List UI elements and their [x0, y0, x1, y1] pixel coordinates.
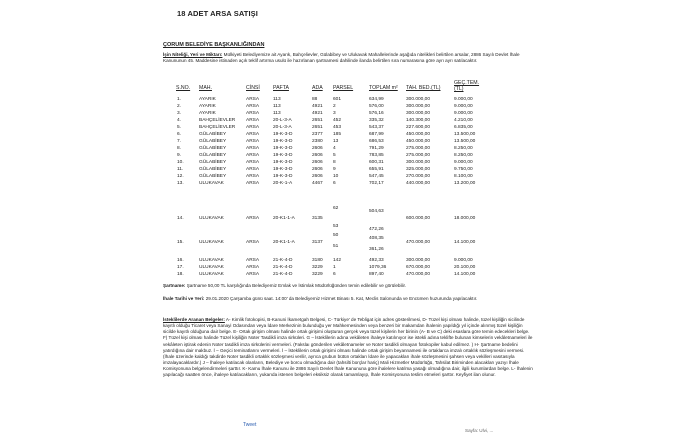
cell-tah-bed: 300.000,00 — [406, 111, 431, 116]
cell-pafta: 20-L-3-A — [273, 125, 292, 130]
cell-toplam: 791,29 — [369, 146, 384, 151]
cell-parsel: 6 — [333, 181, 336, 186]
cell-sno: 6. — [177, 132, 182, 137]
cell-cinsi: ARSA — [246, 265, 260, 270]
cell-ada: 2651 — [312, 125, 323, 130]
belgeler-paragraph — [163, 317, 533, 422]
cell-toplam: 547,45 — [369, 174, 384, 179]
cell-toplam: 702,17 — [369, 181, 384, 186]
cell-toplam: 543,37 — [369, 125, 384, 130]
cell-ada: 2606 — [312, 167, 323, 172]
cell-tah-bed: 470.000,00 — [406, 272, 431, 277]
cell-pafta: 19-K-3-D — [273, 139, 293, 144]
cell-parsel: 62 — [333, 206, 339, 211]
cell-sno: 14. — [177, 216, 184, 221]
cell-sno: 11. — [177, 167, 184, 172]
cell-toplam: 408,35 — [369, 236, 384, 241]
cell-ada: 3137 — [312, 240, 323, 245]
sartname-label: Şartname: — [163, 283, 186, 288]
organization-heading: ÇORUM BELEDİYE BAŞKANLIĞINDAN — [163, 42, 265, 48]
cell-mah: GÜLABİBEY — [199, 167, 227, 172]
belgeler-label: İsteklilerde Aranan Belgeler: — [163, 317, 225, 322]
col-header-gec-tem: GEÇ.TEM. (TL) — [454, 80, 480, 92]
cell-cinsi: ARSA — [246, 132, 260, 137]
intro-paragraph — [163, 52, 533, 65]
cell-mah: GÜLABİBEY — [199, 153, 227, 158]
cell-toplam: 634,99 — [369, 97, 384, 102]
cell-toplam: 783,85 — [369, 153, 384, 158]
cell-tah-bed: 450.000,00 — [406, 132, 431, 137]
cell-gec-tem: 9.000,00 — [454, 160, 473, 165]
cell-gec-tem: 14.100,00 — [454, 240, 476, 245]
col-header-parsel: PARSEL — [333, 85, 354, 91]
cell-gec-tem: 9.000,00 — [454, 258, 473, 263]
cell-toplam: 576,00 — [369, 104, 384, 109]
cell-parsel: 3 — [333, 111, 336, 116]
cell-sno: 8. — [177, 146, 182, 151]
cell-mah: AYARIK — [199, 111, 216, 116]
cell-tah-bed: 300.000,00 — [406, 160, 431, 165]
cell-pafta: 19-K-3-D — [273, 174, 293, 179]
cell-tah-bed: 440.000,00 — [406, 181, 431, 186]
cell-pafta: 21-K-4-D — [273, 265, 293, 270]
ihale-label: İhale Tarihi ve Yeri: — [163, 296, 205, 301]
cell-gec-tem: 18.000,00 — [454, 216, 476, 221]
cell-mah: ULUKAVAK — [199, 265, 224, 270]
cell-sno: 5. — [177, 125, 182, 130]
cell-ada: 3229 — [312, 265, 323, 270]
cell-pafta: 20-K1-1-A — [273, 216, 295, 221]
cell-sno: 16. — [177, 258, 184, 263]
cell-cinsi: ARSA — [246, 125, 260, 130]
col-header-mah: MAH. — [199, 85, 212, 91]
cell-parsel: 4 — [333, 146, 336, 151]
cell-toplam: 472,26 — [369, 227, 384, 232]
cell-ada: 2651 — [312, 118, 323, 123]
col-header-ada: ADA — [312, 85, 323, 91]
cell-toplam: 1079,36 — [369, 265, 387, 270]
cell-parsel: 142 — [333, 258, 342, 263]
cell-sno: 4. — [177, 118, 182, 123]
cell-sno: 9. — [177, 153, 182, 158]
cell-pafta: 20-K-1-A — [273, 181, 293, 186]
cell-toplam: 335,32 — [369, 118, 384, 123]
cell-cinsi: ARSA — [246, 258, 260, 263]
cell-toplam: 576,16 — [369, 111, 384, 116]
footer-partial-text: Sayfa: Ulvi, ... — [465, 428, 494, 433]
cell-sno: 3. — [177, 111, 182, 116]
cell-gec-tem: 14.100,00 — [454, 272, 476, 277]
cell-parsel: 50 — [333, 233, 339, 238]
cell-cinsi: ARSA — [246, 272, 260, 277]
cell-gec-tem: 6.835,00 — [454, 125, 473, 130]
cell-ada: 2606 — [312, 160, 323, 165]
cell-tah-bed: 300.000,00 — [406, 97, 431, 102]
cell-ada: 4921 — [312, 104, 323, 109]
cell-parsel: 9 — [333, 167, 336, 172]
col-header-pafta: PAFTA — [273, 85, 289, 91]
cell-cinsi: ARSA — [246, 139, 260, 144]
cell-tah-bed: 600.000,00 — [406, 216, 431, 221]
cell-sno: 17. — [177, 265, 184, 270]
cell-pafta: 19-K-3-D — [273, 153, 293, 158]
cell-ada: 2380 — [312, 139, 323, 144]
cell-gec-tem: 13.500,00 — [454, 132, 476, 137]
col-header-toplam: TOPLAM m² — [369, 85, 398, 91]
cell-gec-tem: 9.750,00 — [454, 167, 473, 172]
cell-cinsi: ARSA — [246, 146, 260, 151]
cell-toplam: 686,53 — [369, 139, 384, 144]
cell-cinsi: ARSA — [246, 104, 260, 109]
cell-mah: AYARIK — [199, 104, 216, 109]
cell-ada: 2377 — [312, 132, 323, 137]
cell-tah-bed: 300.000,00 — [406, 258, 431, 263]
cell-mah: ULUKAVAK — [199, 181, 224, 186]
cell-mah: GÜLABİBEY — [199, 174, 227, 179]
cell-sno: 12. — [177, 174, 184, 179]
cell-mah: ULUKAVAK — [199, 272, 224, 277]
cell-ada: 3135 — [312, 216, 323, 221]
cell-gec-tem: 13.200,00 — [454, 181, 476, 186]
cell-mah: BAHÇELİEVLER — [199, 125, 236, 130]
cell-cinsi: ARSA — [246, 111, 260, 116]
cell-tah-bed: 300.000,00 — [406, 104, 431, 109]
belgeler-text: A- Kimlik fotokopisi, B-Kanuni İkametgah Belgesi, C- Türkiye' de Tebligat için adres gösterilmesi, D- Tüzel kişi olması halinde, tüzel kişiliğin sicilinde kayıtlı olduğu Ticaret veya Sanayi Odasından veya İdare Merkezinin bulunduğu yer Mahkemesinden veya benzeri bir makamdan ihalenin yapıldığı yıl içinde alınmış tüzel kişiliğin sicilde kayıtlı olduğuna dair belge. E- Ortak girişim olması halinde ortak girişimi oluşturan gerçek veya tüzel kişilerin her birinin (A- B ve C) deki esaslara göre temin edecekleri belge. F) Tüzel kişi olması halinde Tüzel kişiliğin Noter Tasdikli imza sirküleri. G – İsteklilerin adına vekâleten ihaleye katılınıyor ise istekli adına teklifte bulunan kimselerin vekâletnameleri ile vekâleten iştirak edenin Noter tasdikli imza sirkülerini vermeleri. (Fakslaı gönderilen vekâletnameler ve Noter tasdikli olmayan fotokopiler kabul edilmez. ) H- Şartname bedelini yatırdığına dair makbuz. İ – Geçici teminatlarını vermeleri. İ – İsteklilerin ortak girişimi olması halinde ortak girişim beyannamesi ile ortaklarca imzalı ortaklık sözleşmesini vermesi. (İhale üzerinde kaldığı takdirde Noter tasdikli ortaklık sözleşmesi verilir, ayrıca grubun bütün ortakları İdare ile yapacakları ihale sözleşmesini şahsen veya vekilleri vasıtasıyla imzalayacaklardır.) J – İhaleye katılacak olanların, Belediye ve borcu olmadığına dair (tahsilti borçlar hariç) Mali Hizmetler Müdürlüğü, Tahsilat Biriminden alacakları yazıyı İhale Komisyonuna belgelendirmeleri şarttır. K- Kamu İhale Kanunu ile 2886 Sayılı Devlet İhale Kanununa göre ihalelere katılma yasağı olmadığına dair, ilgili kurumlardan belge. L- İhalenin yapılacağı saatten önce, ihaleye katılacakların, yukarıda istenen belgeleri eksiksiz olarak tamamlayıp, İhale Komisyonuna teslim etmeleri şarttır. Keyfiyet ilan olunur. — [163, 317, 533, 378]
ihale-text: 29.01.2020 Çarşamba günü saat. 14:00' da Belediyemiz Hizmet Binası 5. Kat, Meclis Salonunda ve Encümen huzurunda yapılacaktır. — [204, 296, 478, 301]
cell-parsel: 452 — [333, 118, 342, 123]
cell-mah: GÜLABİBEY — [199, 132, 227, 137]
cell-pafta: 19-K-3-D — [273, 160, 293, 165]
col-header-tah-bed: TAH. BED.(TL) — [406, 85, 441, 91]
cell-tah-bed: 450.000,00 — [406, 139, 431, 144]
page-title: 18 ADET ARSA SATIŞI — [177, 9, 258, 18]
cell-sno: 2. — [177, 104, 182, 109]
cell-tah-bed: 227.600,00 — [406, 125, 431, 130]
cell-sno: 18. — [177, 272, 184, 277]
cell-mah: ULUKAVAK — [199, 240, 224, 245]
cell-pafta: 19-K-3-D — [273, 132, 293, 137]
cell-parsel: 51 — [333, 244, 339, 249]
cell-sno: 10. — [177, 160, 184, 165]
cell-pafta: 20-K1-1-A — [273, 240, 295, 245]
cell-sno: 13. — [177, 181, 184, 186]
cell-parsel: 5 — [333, 153, 336, 158]
cell-toplam: 897,40 — [369, 272, 384, 277]
cell-ada: 4467 — [312, 181, 323, 186]
cell-parsel: 601 — [333, 97, 342, 102]
sartname-text: Şartname 50,00 TL karşılığında Belediyemiz Emlak ve İstimlak Müdürlüğünden temin edilebilir ve görülebilir. — [185, 283, 407, 288]
tweet-link[interactable]: Tweet — [243, 422, 257, 428]
cell-toplam: 492,33 — [369, 258, 384, 263]
cell-gec-tem: 20.100,00 — [454, 265, 476, 270]
cell-tah-bed: 275.000,00 — [406, 153, 431, 158]
cell-cinsi: ARSA — [246, 118, 260, 123]
cell-parsel: 6 — [333, 272, 336, 277]
cell-ada: 3180 — [312, 258, 323, 263]
cell-toplam: 600,31 — [369, 160, 384, 165]
cell-cinsi: ARSA — [246, 160, 260, 165]
cell-cinsi: ARSA — [246, 181, 260, 186]
cell-parsel: 53 — [333, 224, 339, 229]
cell-sno: 1. — [177, 97, 182, 102]
cell-toplam: 687,99 — [369, 132, 384, 137]
col-header-sno: S.NO. — [176, 85, 191, 91]
cell-toplam: 361,26 — [369, 247, 384, 252]
cell-pafta: 19-K-3-D — [273, 167, 293, 172]
cell-gec-tem: 8.100,00 — [454, 174, 473, 179]
cell-parsel: 453 — [333, 125, 342, 130]
cell-gec-tem: 9.000,00 — [454, 104, 473, 109]
cell-gec-tem: 9.000,00 — [454, 111, 473, 116]
sartname-paragraph — [163, 283, 533, 289]
cell-gec-tem: 8.250,00 — [454, 153, 473, 158]
cell-cinsi: ARSA — [246, 216, 260, 221]
cell-ada: 2606 — [312, 146, 323, 151]
cell-tah-bed: 325.000,00 — [406, 167, 431, 172]
cell-ada: 2606 — [312, 153, 323, 158]
cell-cinsi: ARSA — [246, 97, 260, 102]
cell-mah: AYARIK — [199, 97, 216, 102]
cell-gec-tem: 9.000,00 — [454, 97, 473, 102]
cell-pafta: 21-K-4-D — [273, 272, 293, 277]
cell-tah-bed: 275.000,00 — [406, 146, 431, 151]
cell-mah: GÜLABİBEY — [199, 146, 227, 151]
cell-gec-tem: 13.500,00 — [454, 139, 476, 144]
cell-parsel: 8 — [333, 160, 336, 165]
cell-tah-bed: 140.300,00 — [406, 118, 431, 123]
cell-pafta: 113 — [273, 104, 281, 109]
intro-label: İşin Niteliği, Yeri ve Miktarı: — [163, 52, 223, 57]
cell-pafta: 20-L-3-A — [273, 118, 292, 123]
cell-parsel: 10 — [333, 174, 339, 179]
cell-mah: GÜLABİBEY — [199, 160, 227, 165]
cell-parsel: 2 — [333, 104, 336, 109]
cell-parsel: 185 — [333, 132, 342, 137]
cell-toplam: 504,63 — [369, 209, 384, 214]
cell-cinsi: ARSA — [246, 240, 260, 245]
cell-pafta: 113 — [273, 97, 281, 102]
cell-ada: 2606 — [312, 174, 323, 179]
cell-parsel: 1 — [333, 265, 336, 270]
cell-mah: GÜLABİBEY — [199, 139, 227, 144]
cell-ada: 4921 — [312, 111, 323, 116]
cell-gec-tem: 8.250,00 — [454, 146, 473, 151]
ihale-paragraph — [163, 296, 533, 302]
cell-mah: ULUKAVAK — [199, 216, 224, 221]
intro-text: Mülkiyeti Belediyemize ait Ayarık, Bahçelievler, Gülabibey ve Ulukavak Mahallelerinde aşağıda nitelikleri belirtilen arsalar, 2886 Sayılı Devlet İhale Kanununun 45. Maddesine istinaden açık teklif artırma usulü ile hazırlanan şartnamesi dahilinde ilanda belirtilen sıra numarasına göre ayrı ayrı satılacaktır. — [163, 52, 520, 64]
cell-sno: 7. — [177, 139, 182, 144]
cell-sno: 15. — [177, 240, 184, 245]
cell-mah: ULUKAVAK — [199, 258, 224, 263]
cell-tah-bed: 470.000,00 — [406, 240, 431, 245]
cell-pafta: 21-K-4-D — [273, 258, 293, 263]
cell-tah-bed: 670.000,00 — [406, 265, 431, 270]
cell-ada: 3229 — [312, 272, 323, 277]
cell-gec-tem: 4.210,00 — [454, 118, 473, 123]
cell-toplam: 655,91 — [369, 167, 384, 172]
cell-cinsi: ARSA — [246, 167, 260, 172]
col-header-cinsi: CİNSİ — [246, 85, 260, 91]
cell-cinsi: ARSA — [246, 174, 260, 179]
cell-mah: BAHÇELİEVLER — [199, 118, 236, 123]
cell-cinsi: ARSA — [246, 153, 260, 158]
cell-parsel: 13 — [333, 139, 339, 144]
cell-tah-bed: 270.000,00 — [406, 174, 431, 179]
cell-pafta: 19-K-3-D — [273, 146, 293, 151]
cell-ada: 88 — [312, 97, 318, 102]
cell-pafta: 113 — [273, 111, 281, 116]
